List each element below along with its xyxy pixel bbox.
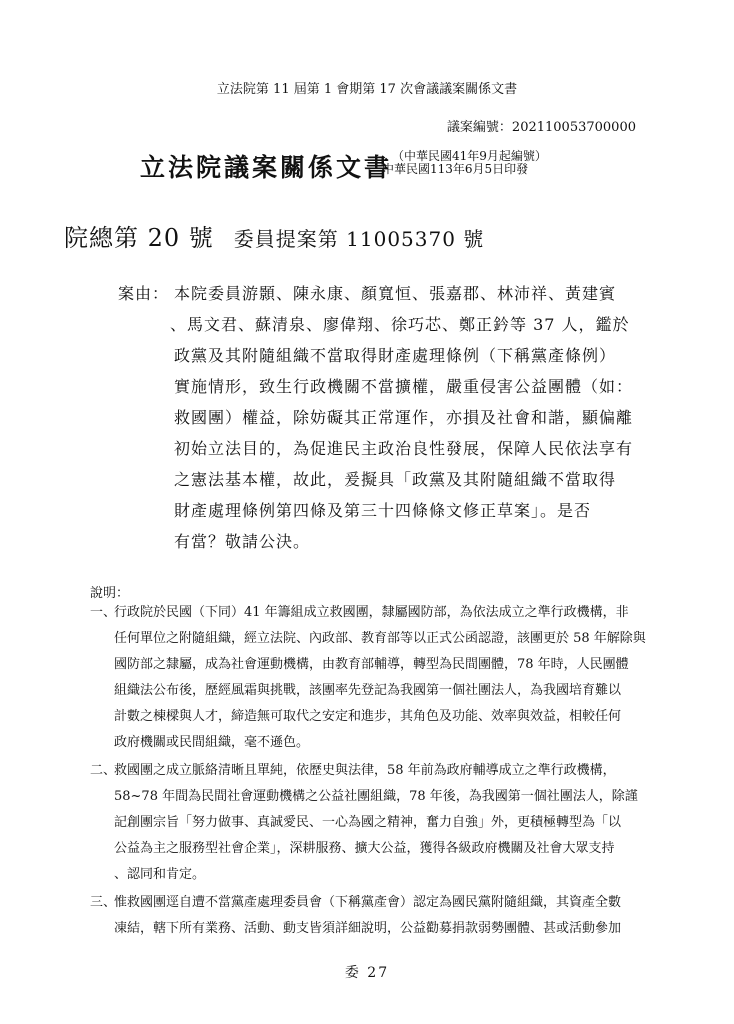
reason-line: 、馬文君、蘇清泉、廖偉翔、徐巧芯、鄭正鈐等 37 人，鑑於 [170, 315, 630, 334]
reason-line: 財產處理條例第四條及第三十四條條文修正草案」。是否 [174, 501, 592, 520]
item-line: 凍結，轄下所有業務、活動、動支皆須詳細說明，公益勸募捐款弱勢團體、甚或活動參加 [114, 921, 622, 936]
item-line: 記創團宗旨「努力做事、真誠愛民、一心為國之精神，奮力自強」外，更積極轉型為「以 [114, 815, 622, 830]
item-line: 政府機關或民間組織，毫不遜色。 [114, 735, 310, 750]
numbering-note: （中華民國41年9月起編號） [392, 149, 547, 163]
general-number: 院總第 20 號 [64, 224, 214, 252]
item-line: 惟救國團逕自遭不當黨產處理委員會（下稱黨產會）認定為國民黨附隨組織，其資產全數 [114, 895, 622, 910]
reason-line: 有當？敬請公決。 [174, 532, 311, 551]
item-line: 組織法公布後，歷經風霜與挑戰，該團率先登記為我國第一個社團法人，為我國培育難以 [114, 683, 622, 698]
item-line: 任何單位之附隨組織，經立法院、內政部、教育部等以正式公函認證，該團更於 58 年解除與 [114, 631, 646, 646]
running-header: 立法院第 11 屆第 1 會期第 17 次會議議案關係文書 [216, 82, 518, 97]
document-number-line [64, 218, 484, 253]
reason-line: 實施情形，致生行政機關不當擴權，嚴重侵害公益團體（如： [174, 377, 634, 396]
item-line: 計數之棟樑與人才，締造無可取代之安定和進步，其角色及功能、效率與效益，相較任何 [114, 709, 622, 724]
explanation-label: 說明： [90, 586, 130, 601]
bill-number: 議案編號：202110053700000 [446, 120, 636, 135]
item-line: 公益為主之服務型社會企業」，深耕服務、擴大公益，獲得各級政府機關及社會大眾支持 [114, 841, 615, 856]
page-number: 委 27 [344, 965, 390, 981]
reason-label: 案由： [118, 284, 170, 303]
item-line: 國防部之隸屬，成為社會運動機構，由教育部輔導，轉型為民間團體，78 年時，人民團體 [114, 657, 629, 672]
item-line: 、認同和肯定。 [114, 867, 206, 882]
item-line: 58~78 年間為民間社會運動機構之公益社團組織，78 年後，為我國第一個社團法人，除謹 [114, 789, 638, 804]
reason-line: 本院委員游顥、陳永康、顏寬恒、張嘉郡、林沛祥、黃建賓 [174, 284, 617, 303]
print-date: 中華民國113年6月5日印發 [382, 162, 529, 176]
item-line: 救國團之成立脈絡清晰且單純，依歷史與法律，58 年前為政府輔導成立之準行政機構， [114, 763, 616, 778]
reason-line: 初始立法目的，為促進民主政治良性發展，保障人民依法享有 [174, 439, 634, 458]
reason-line: 政黨及其附隨組織不當取得財產處理條例（下稱黨產條例） [174, 346, 617, 365]
document-title: 立法院議案關係文書 [140, 153, 393, 182]
reason-line: 救國團）權益，除妨礙其正常運作，亦損及社會和諧，顯偏離 [174, 408, 634, 427]
item-number: 三、 [90, 895, 117, 910]
item-number: 一、 [90, 605, 117, 620]
item-line: 行政院於民國（下同）41 年籌組成立救國團，隸屬國防部，為依法成立之準行政機構，非 [114, 605, 629, 620]
reason-text [170, 278, 634, 557]
item-number: 二、 [90, 763, 117, 778]
proposal-number: 委員提案第 11005370 號 [233, 227, 485, 251]
reason-line: 之憲法基本權，故此，爰擬具「政黨及其附隨組織不當取得 [174, 470, 617, 489]
